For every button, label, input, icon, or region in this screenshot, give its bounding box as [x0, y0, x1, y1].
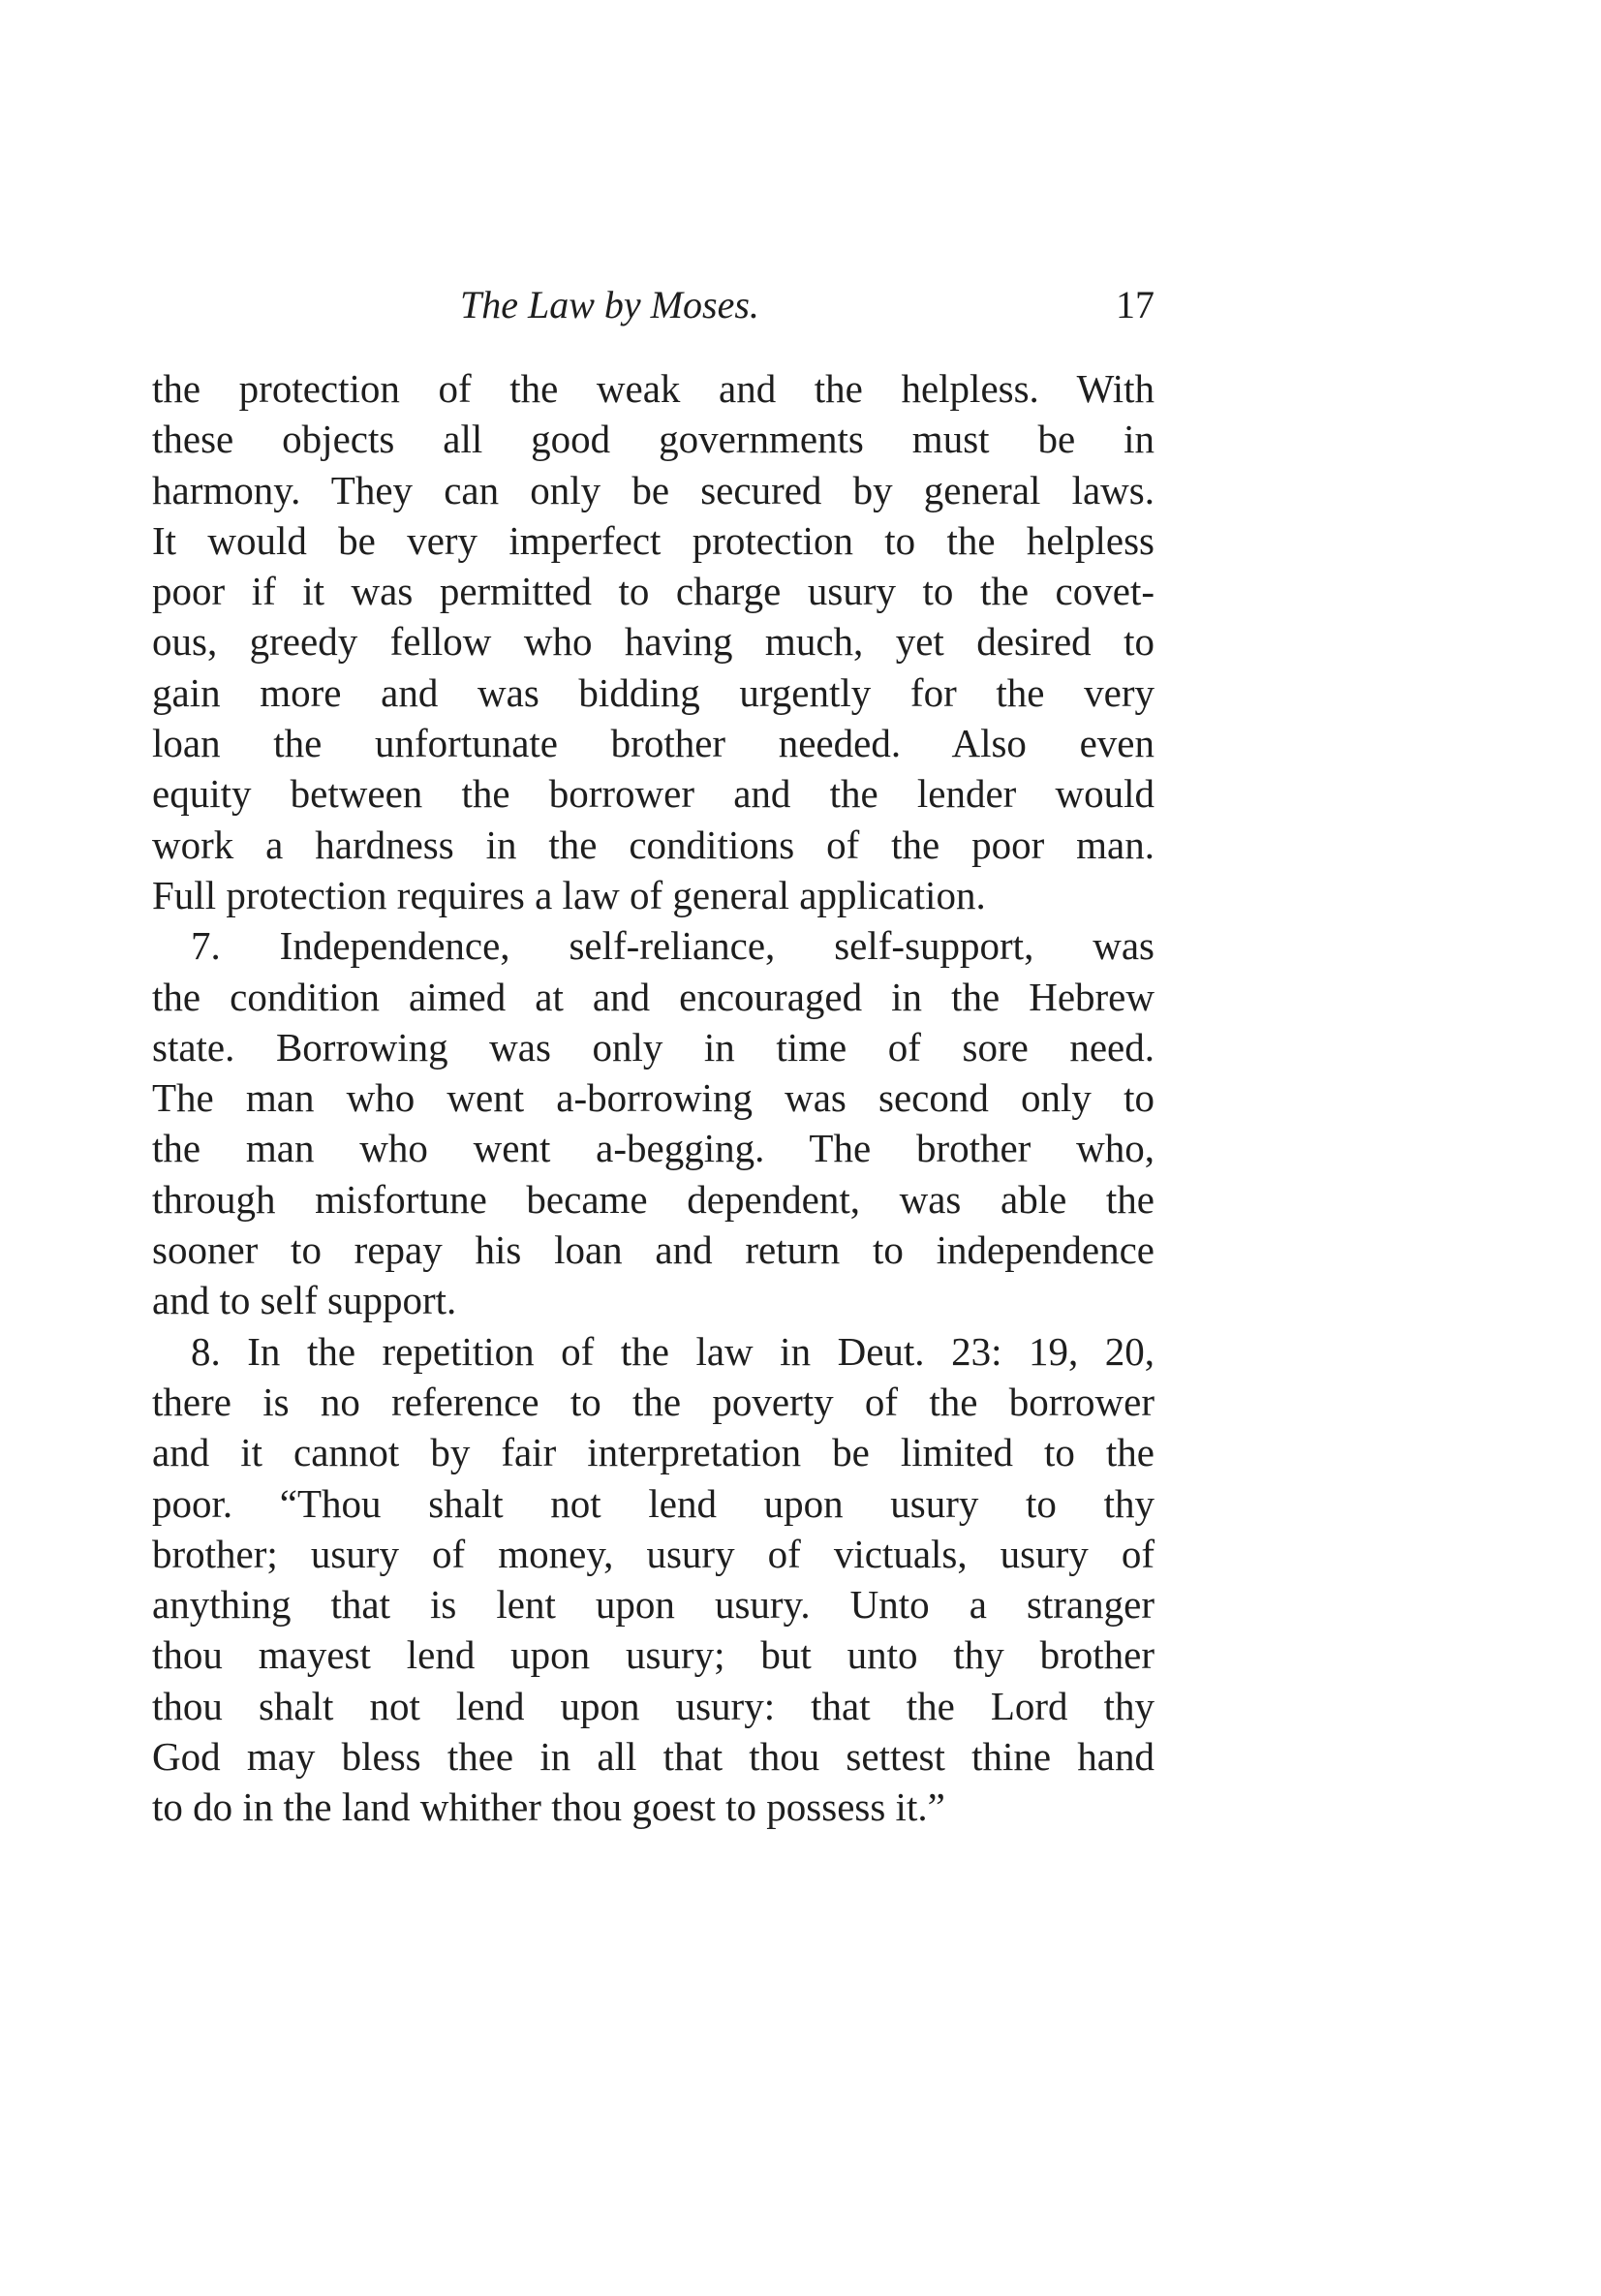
text-line: sooner to repay his loan and return to independence: [152, 1227, 1155, 1273]
text-line: thou mayest lend upon usury; but unto thy brother: [152, 1632, 1155, 1678]
paragraph-1: [152, 363, 1155, 920]
text-line: these objects all good governments must be in: [152, 417, 1155, 462]
text-line: thou shalt not lend upon usury: that the Lord thy: [152, 1683, 1155, 1728]
text-line: the condition aimed at and encouraged in the Hebrew: [152, 974, 1155, 1019]
text-line: equity between the borrower and the lender would: [152, 771, 1155, 817]
text-line: state. Borrowing was only in time of sore need.: [152, 1024, 1155, 1070]
text-line: harmony. They can only be secured by general laws.: [152, 467, 1155, 512]
text-line: loan the unfortunate brother needed. Also even: [152, 721, 1155, 766]
text-line: and to self support.: [152, 1278, 457, 1323]
text-line: and it cannot by fair interpretation be limited to the: [152, 1430, 1155, 1475]
text-line: Full protection requires a law of general application.: [152, 872, 986, 917]
body-text: [152, 363, 1155, 1833]
text-line: It would be very imperfect protection to the helpless: [152, 517, 1155, 563]
text-line: poor if it was permitted to charge usury to the covet-: [152, 569, 1155, 614]
text-line: 8. In the repetition of the law in Deut. 23: 19, 20,: [191, 1328, 1155, 1374]
text-line: the protection of the weak and the helpless. With: [152, 366, 1155, 411]
text-line: there is no reference to the poverty of the borrower: [152, 1379, 1155, 1424]
paragraph-2: [152, 920, 1155, 1325]
page-number: 17: [1116, 283, 1155, 326]
text-line: The man who went a-borrowing was second only to: [152, 1075, 1155, 1121]
text-line: ous, greedy fellow who having much, yet desired to: [152, 619, 1155, 665]
text-line: gain more and was bidding urgently for the very: [152, 669, 1155, 715]
text-line: 7. Independence, self-reliance, self-support, was: [191, 923, 1155, 969]
text-line: work a hardness in the conditions of the poor man.: [152, 822, 1155, 867]
text-line: anything that is lent upon usury. Unto a stranger: [152, 1582, 1155, 1628]
text-line: brother; usury of money, usury of victuals, usury of: [152, 1531, 1155, 1576]
paragraph-3: [152, 1326, 1155, 1833]
text-line: through misfortune became dependent, was able the: [152, 1176, 1155, 1222]
text-line: the man who went a-begging. The brother who,: [152, 1126, 1155, 1171]
running-title: The Law by Moses.: [460, 283, 759, 326]
text-line: poor. “Thou shalt not lend upon usury to thy: [152, 1480, 1155, 1526]
running-head: [152, 276, 1155, 334]
text-line: to do in the land whither thou goest to possess it.”: [152, 1784, 945, 1830]
text-line: God may bless thee in all that thou settest thine hand: [152, 1734, 1155, 1780]
